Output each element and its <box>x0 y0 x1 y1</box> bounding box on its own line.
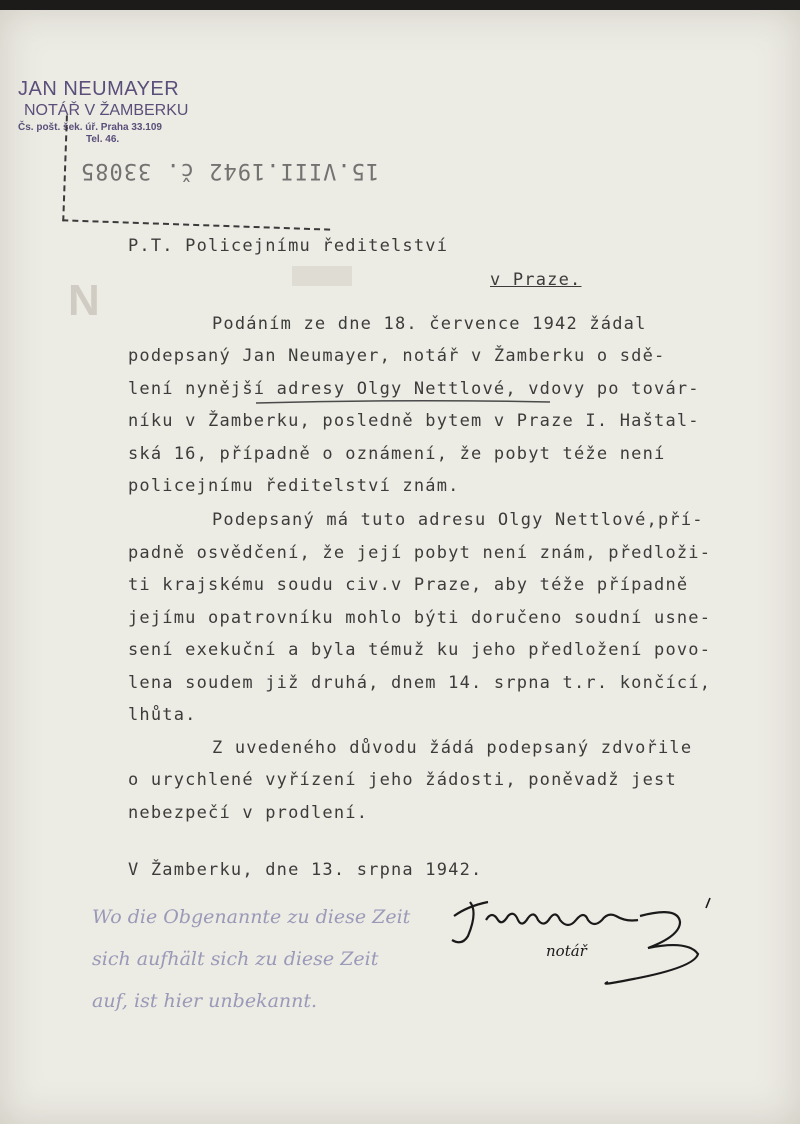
signature-notary-label: notář <box>546 942 587 960</box>
stamp-bank: Čs. pošt. šek. úř. Praha 33.109 <box>18 122 162 133</box>
received-stamp-date: 15.VIII.1942 č. 33085 <box>80 158 380 183</box>
faint-mark: N <box>68 276 100 325</box>
body-line: jejímu opatrovníku mohlo býti doručeno soudní usne- <box>128 608 712 628</box>
faint-stamp-fragment <box>292 266 352 286</box>
body-line: ti krajskému soudu civ.v Praze, aby téže případně <box>128 575 689 595</box>
handwritten-underline <box>254 398 554 406</box>
stamp-name: JAN NEUMAYER <box>18 78 180 100</box>
body-line: Podáním ze dne 18. července 1942 žádal <box>212 314 647 334</box>
document-page <box>0 8 800 1124</box>
body-line: níku v Žamberku, posledně bytem v Praze I. Haštal- <box>128 411 700 431</box>
body-line: Z uvedeného důvodu žádá podepsaný zdvořile <box>212 738 693 758</box>
body-line: ská 16, případně o oznámení, že pobyt téže není <box>128 444 666 464</box>
body-line: sení exekuční a byla témuž ku jeho předložení povo- <box>128 640 712 660</box>
stamp-phone: Tel. 46. <box>86 134 120 145</box>
addressee: P.T. Policejnímu ředitelství <box>128 236 449 256</box>
body-line: Podepsaný má tuto adresu Olgy Nettlové,pří- <box>212 510 704 530</box>
body-line: nebezpečí v prodlení. <box>128 803 369 823</box>
body-line: podepsaný Jan Neumayer, notář v Žamberku o sdě- <box>128 346 666 366</box>
body-line: lhůta. <box>128 705 197 725</box>
body-line: o urychlené vyřízení jeho žádosti, poněvadž jest <box>128 770 677 790</box>
addressee-city: v Praze. <box>490 270 582 290</box>
stamp-title: NOTÁŘ V ŽAMBERKU <box>24 102 189 119</box>
date-line: V Žamberku, dne 13. srpna 1942. <box>128 860 483 880</box>
signature <box>448 876 728 996</box>
body-line: policejnímu ředitelství znám. <box>128 476 460 496</box>
body-line: lení nynější adresy Olgy Nettlové, vdovy po továr- <box>128 379 700 399</box>
body-line: lena soudem již druhá, dnem 14. srpna t.r. končící, <box>128 673 712 693</box>
handwritten-note-line: Wo die Obgenannte zu diese Zeit <box>92 906 411 928</box>
handwritten-note-line: auf, ist hier unbekannt. <box>92 990 318 1012</box>
body-line: padně osvědčení, že její pobyt není znám, předloži- <box>128 543 712 563</box>
page-top-edge <box>0 0 800 10</box>
handwritten-note-line: sich aufhält sich zu diese Zeit <box>92 948 379 970</box>
